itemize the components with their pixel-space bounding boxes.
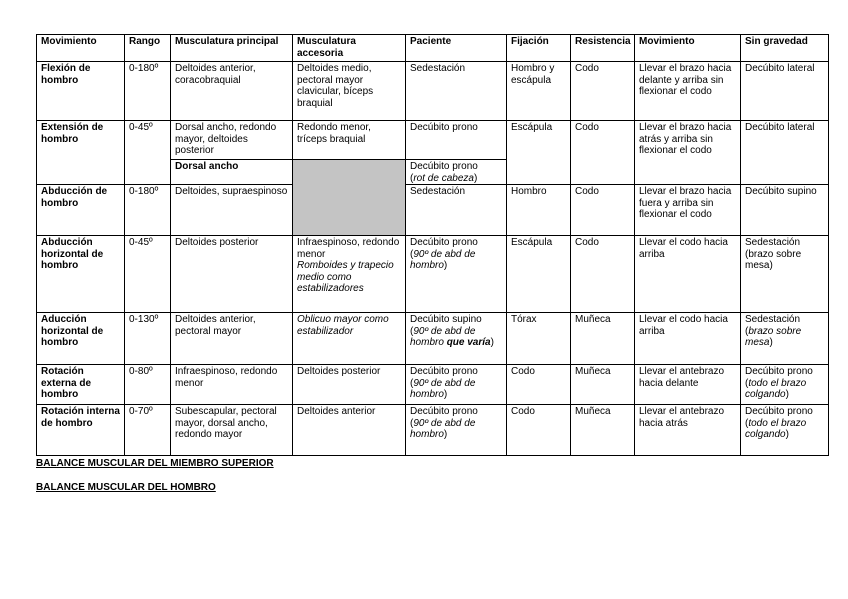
cell-mov: Llevar el antebrazo hacia delante	[635, 365, 741, 405]
balance-table	[36, 34, 829, 456]
table-row	[37, 313, 829, 365]
paciente-sub-text: Decúbito prono	[410, 161, 478, 172]
cell-fijacion: Escápula	[507, 236, 571, 313]
cell-accesoria: Redondo menor, tríceps braquial	[293, 121, 406, 160]
sin-gravedad-note: todo el brazo colgando	[745, 417, 807, 440]
cell-sin-gravedad: Decúbito prono (todo el brazo colgando)	[741, 405, 829, 456]
cell-movimiento: Abducción horizontal de hombro	[37, 236, 125, 313]
cell-principal: Deltoides anterior, pectoral mayor	[171, 313, 293, 365]
cell-principal: Dorsal ancho, redondo mayor, deltoides posterior	[171, 121, 293, 160]
cell-rango: 0-45º	[125, 121, 171, 185]
sin-gravedad-text: Sedestación	[745, 314, 801, 325]
cell-movimiento: Extensión de hombro	[37, 121, 125, 185]
cell-movimiento: Aducción horizontal de hombro	[37, 313, 125, 365]
cell-sin-gravedad: Decúbito prono (todo el brazo colgando)	[741, 365, 829, 405]
table-row	[37, 185, 829, 236]
cell-accesoria: Deltoides anterior	[293, 405, 406, 456]
cell-paciente: Decúbito prono (90º de abd de hombro)	[406, 236, 507, 313]
cell-principal: Infraespinoso, redondo menor	[171, 365, 293, 405]
header-musculatura-accesoria: Musculatura accesoria	[293, 35, 406, 62]
cell-accesoria: Deltoides posterior	[293, 365, 406, 405]
cell-sin-gravedad: Sedestación (brazo sobre mesa)	[741, 236, 829, 313]
cell-mov: Llevar el antebrazo hacia atrás	[635, 405, 741, 456]
cell-fijacion: Codo	[507, 405, 571, 456]
header-rango: Rango	[125, 35, 171, 62]
sin-gravedad-text: Decúbito prono	[745, 366, 813, 377]
cell-paciente: Sedestación	[406, 185, 507, 236]
cell-mov: Llevar el codo hacia arriba	[635, 313, 741, 365]
cell-fijacion: Hombro	[507, 185, 571, 236]
paciente-note: 90º de abd de hombro	[410, 325, 476, 348]
paciente-note: 90º de abd de hombro	[410, 377, 476, 400]
header-fijacion: Fijación	[507, 35, 571, 62]
cell-paciente: Decúbito supino (90º de abd de hombro que varía)	[406, 313, 507, 365]
cell-sin-gravedad: Decúbito lateral	[741, 121, 829, 185]
header-row	[37, 35, 829, 62]
cell-resistencia: Codo	[571, 185, 635, 236]
cell-movimiento: Rotación interna de hombro	[37, 405, 125, 456]
header-resistencia: Resistencia	[571, 35, 635, 62]
cell-resistencia: Codo	[571, 121, 635, 185]
cell-principal: Subescapular, pectoral mayor, dorsal ancho, redondo mayor	[171, 405, 293, 456]
cell-paciente: Decúbito prono (90º de abd de hombro)	[406, 365, 507, 405]
cell-fijacion: Escápula	[507, 121, 571, 185]
cell-resistencia: Codo	[571, 236, 635, 313]
cell-fijacion: Codo	[507, 365, 571, 405]
cell-mov: Llevar el codo hacia arriba	[635, 236, 741, 313]
cell-accesoria	[293, 236, 406, 313]
table-row	[37, 405, 829, 456]
section-title-hombro: BALANCE MUSCULAR DEL HOMBRO	[36, 482, 216, 493]
cell-mov: Llevar el brazo hacia delante y arriba sin flexionar el codo	[635, 62, 741, 121]
paciente-sub-note: rot de cabeza	[413, 172, 474, 184]
cell-sin-gravedad: Decúbito supino	[741, 185, 829, 236]
cell-paciente: Sedestación	[406, 62, 507, 121]
cell-paciente: Decúbito prono (90º de abd de hombro)	[406, 405, 507, 456]
section-title-miembro-superior: BALANCE MUSCULAR DEL MIEMBRO SUPERIOR	[36, 458, 274, 469]
cell-resistencia: Muñeca	[571, 405, 635, 456]
cell-principal-sub: Dorsal ancho	[171, 160, 293, 185]
header-paciente: Paciente	[406, 35, 507, 62]
sin-gravedad-text: Decúbito prono	[745, 406, 813, 417]
cell-rango: 0-180º	[125, 62, 171, 121]
paciente-text: Decúbito prono	[410, 406, 478, 417]
paciente-note: 90º de abd de hombro	[410, 417, 476, 440]
cell-mov: Llevar el brazo hacia atrás y arriba sin flexionar el codo	[635, 121, 741, 185]
cell-rango: 0-130º	[125, 313, 171, 365]
cell-sin-gravedad: Decúbito lateral	[741, 62, 829, 121]
cell-rango: 0-45º	[125, 236, 171, 313]
cell-principal: Deltoides, supraespinoso	[171, 185, 293, 236]
cell-paciente: Decúbito prono	[406, 121, 507, 160]
table-row	[37, 62, 829, 121]
cell-fijacion: Hombro y escápula	[507, 62, 571, 121]
table-row	[37, 236, 829, 313]
paciente-text: Decúbito supino	[410, 314, 482, 325]
cell-fijacion: Tórax	[507, 313, 571, 365]
header-movimiento-desc: Movimiento	[635, 35, 741, 62]
sin-gravedad-note: brazo sobre mesa	[745, 325, 802, 348]
cell-paciente-sub: Decúbito prono (rot de cabeza)	[406, 160, 507, 185]
cell-movimiento: Rotación externa de hombro	[37, 365, 125, 405]
cell-rango: 0-80º	[125, 365, 171, 405]
cell-accesoria: Deltoides medio, pectoral mayor clavicular, bíceps braquial	[293, 62, 406, 121]
accesoria-text: Infraespinoso, redondo menor	[297, 237, 400, 260]
paciente-note: 90º de abd de hombro	[410, 248, 476, 271]
header-musculatura-principal: Musculatura principal	[171, 35, 293, 62]
cell-mov: Llevar el brazo hacia fuera y arriba sin flexionar el codo	[635, 185, 741, 236]
paciente-text: Decúbito prono	[410, 366, 478, 377]
cell-principal: Deltoides anterior, coracobraquial	[171, 62, 293, 121]
paciente-text: Decúbito prono	[410, 237, 478, 248]
table-row	[37, 121, 829, 160]
cell-rango: 0-70º	[125, 405, 171, 456]
cell-accesoria-empty	[293, 160, 406, 236]
table-row	[37, 365, 829, 405]
header-movimiento: Movimiento	[37, 35, 125, 62]
cell-accesoria: Oblicuo mayor como estabilizador	[293, 313, 406, 365]
header-sin-gravedad: Sin gravedad	[741, 35, 829, 62]
cell-resistencia: Muñeca	[571, 313, 635, 365]
accesoria-note: Romboides y trapecio medio como estabilizadores	[297, 260, 394, 294]
cell-resistencia: Codo	[571, 62, 635, 121]
cell-sin-gravedad: Sedestación (brazo sobre mesa)	[741, 313, 829, 365]
cell-rango: 0-180º	[125, 185, 171, 236]
paciente-emph: que varía	[446, 337, 491, 348]
cell-movimiento: Flexión de hombro	[37, 62, 125, 121]
sin-gravedad-note: todo el brazo colgando	[745, 377, 807, 400]
cell-resistencia: Muñeca	[571, 365, 635, 405]
cell-principal: Deltoides posterior	[171, 236, 293, 313]
cell-movimiento: Abducción de hombro	[37, 185, 125, 236]
